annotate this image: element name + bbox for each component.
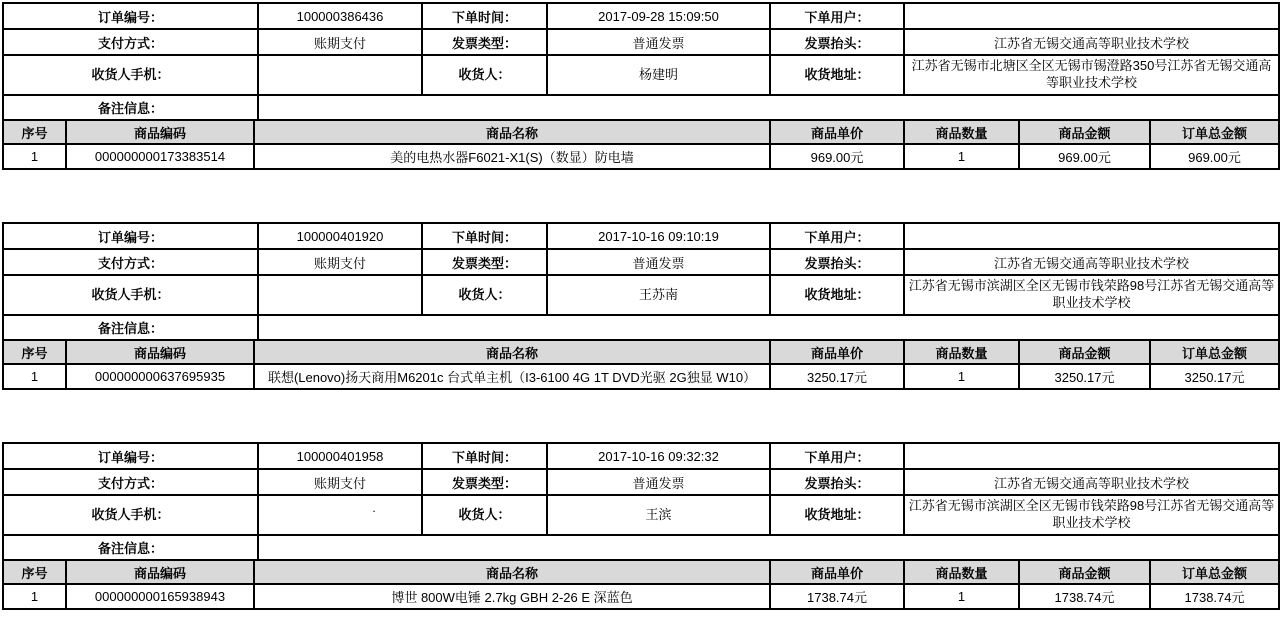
item-qty: 1	[904, 364, 1019, 389]
items-header-row	[3, 120, 1279, 144]
address-label: 收货地址：	[770, 495, 904, 535]
total-column-header: 订单总金额	[1150, 340, 1279, 364]
address-label: 收货地址：	[770, 55, 904, 95]
item-name: 联想(Lenovo)扬天商用M6201c 台式单主机（I3-6100 4G 1T DVD光驱 2G独显 W10）	[254, 364, 770, 389]
pay-method-value: 账期支付	[258, 469, 422, 495]
invoice-title-label: 发票抬头：	[770, 29, 904, 55]
receiver-mobile-value	[258, 495, 422, 535]
code-column-header: 商品编码	[66, 560, 254, 584]
pay-method-label: 支付方式：	[3, 29, 258, 55]
remark-value	[258, 535, 1279, 560]
order-info-row	[3, 3, 1279, 29]
pay-method-value: 账期支付	[258, 29, 422, 55]
name-column-header: 商品名称	[254, 120, 770, 144]
seq-column-header: 序号	[3, 560, 66, 584]
order-card	[2, 2, 1282, 170]
payment-info-row	[3, 249, 1279, 275]
invoice-type-value: 普通发票	[547, 249, 770, 275]
item-price: 1738.74元	[770, 584, 904, 609]
invoice-title-label: 发票抬头：	[770, 249, 904, 275]
invoice-title-value: 江苏省无锡交通高等职业技术学校	[904, 29, 1279, 55]
order-time-label: 下单时间：	[422, 3, 547, 29]
item-seq: 1	[3, 584, 66, 609]
order-user-value	[904, 223, 1279, 249]
item-row	[3, 584, 1279, 609]
order-time-value: 2017-10-16 09:32:32	[547, 443, 770, 469]
order-no-value: 100000386436	[258, 3, 422, 29]
item-price: 969.00元	[770, 144, 904, 169]
amount-column-header: 商品金额	[1019, 120, 1150, 144]
order-info-row	[3, 443, 1279, 469]
remark-value	[258, 315, 1279, 340]
item-price: 3250.17元	[770, 364, 904, 389]
item-total: 1738.74元	[1150, 584, 1279, 609]
receiver-info-row	[3, 495, 1279, 535]
qty-column-header: 商品数量	[904, 560, 1019, 584]
order-user-value	[904, 3, 1279, 29]
price-column-header: 商品单价	[770, 120, 904, 144]
seq-column-header: 序号	[3, 340, 66, 364]
order-info-table	[2, 442, 1280, 561]
total-column-header: 订单总金额	[1150, 120, 1279, 144]
order-info-table	[2, 2, 1280, 121]
order-no-label: 订单编号：	[3, 443, 258, 469]
invoice-title-value: 江苏省无锡交通高等职业技术学校	[904, 249, 1279, 275]
receiver-value: 杨建明	[547, 55, 770, 95]
price-column-header: 商品单价	[770, 340, 904, 364]
seq-column-header: 序号	[3, 120, 66, 144]
order-no-value: 100000401958	[258, 443, 422, 469]
receiver-value: 王苏南	[547, 275, 770, 315]
receiver-mobile-label: 收货人手机：	[3, 495, 258, 535]
item-row	[3, 364, 1279, 389]
price-column-header: 商品单价	[770, 560, 904, 584]
order-info-table	[2, 222, 1280, 341]
item-code: 000000000637695935	[66, 364, 254, 389]
item-amount: 1738.74元	[1019, 584, 1150, 609]
order-info-row	[3, 223, 1279, 249]
receiver-mobile-value	[258, 275, 422, 315]
pay-method-label: 支付方式：	[3, 469, 258, 495]
item-qty: 1	[904, 144, 1019, 169]
amount-column-header: 商品金额	[1019, 340, 1150, 364]
order-user-label: 下单用户：	[770, 443, 904, 469]
receiver-mobile-value	[258, 55, 422, 95]
order-card	[2, 222, 1282, 390]
invoice-title-value: 江苏省无锡交通高等职业技术学校	[904, 469, 1279, 495]
invoice-type-label: 发票类型：	[422, 469, 547, 495]
item-amount: 969.00元	[1019, 144, 1150, 169]
item-code: 000000000173383514	[66, 144, 254, 169]
item-code: 000000000165938943	[66, 584, 254, 609]
invoice-type-value: 普通发票	[547, 469, 770, 495]
item-seq: 1	[3, 364, 66, 389]
qty-column-header: 商品数量	[904, 120, 1019, 144]
remark-row	[3, 95, 1279, 120]
invoice-type-value: 普通发票	[547, 29, 770, 55]
qty-column-header: 商品数量	[904, 340, 1019, 364]
order-items-table	[2, 339, 1280, 390]
name-column-header: 商品名称	[254, 340, 770, 364]
receiver-label: 收货人：	[422, 275, 547, 315]
order-no-label: 订单编号：	[3, 3, 258, 29]
receiver-mobile-label: 收货人手机：	[3, 275, 258, 315]
receiver-value: 王滨	[547, 495, 770, 535]
items-header-row	[3, 340, 1279, 364]
address-value: 江苏省无锡市北塘区全区无锡市锡澄路350号江苏省无锡交通高等职业技术学校	[904, 55, 1279, 95]
remark-label: 备注信息：	[3, 535, 258, 560]
order-no-label: 订单编号：	[3, 223, 258, 249]
item-row	[3, 144, 1279, 169]
pay-method-value: 账期支付	[258, 249, 422, 275]
invoice-title-label: 发票抬头：	[770, 469, 904, 495]
pay-method-label: 支付方式：	[3, 249, 258, 275]
remark-label: 备注信息：	[3, 95, 258, 120]
receiver-label: 收货人：	[422, 55, 547, 95]
item-total: 3250.17元	[1150, 364, 1279, 389]
item-seq: 1	[3, 144, 66, 169]
name-column-header: 商品名称	[254, 560, 770, 584]
receiver-info-row	[3, 55, 1279, 95]
order-user-label: 下单用户：	[770, 3, 904, 29]
item-amount: 3250.17元	[1019, 364, 1150, 389]
invoice-type-label: 发票类型：	[422, 249, 547, 275]
item-total: 969.00元	[1150, 144, 1279, 169]
payment-info-row	[3, 29, 1279, 55]
payment-info-row	[3, 469, 1279, 495]
invoice-type-label: 发票类型：	[422, 29, 547, 55]
order-time-label: 下单时间：	[422, 443, 547, 469]
total-column-header: 订单总金额	[1150, 560, 1279, 584]
receiver-label: 收货人：	[422, 495, 547, 535]
remark-value	[258, 95, 1279, 120]
receiver-mobile-text: .	[372, 501, 376, 515]
address-value: 江苏省无锡市滨湖区全区无锡市钱荣路98号江苏省无锡交通高等职业技术学校	[904, 275, 1279, 315]
amount-column-header: 商品金额	[1019, 560, 1150, 584]
order-no-value: 100000401920	[258, 223, 422, 249]
code-column-header: 商品编码	[66, 120, 254, 144]
order-card	[2, 442, 1282, 610]
address-label: 收货地址：	[770, 275, 904, 315]
item-name: 美的电热水器F6021-X1(S)（数显）防电墙	[254, 144, 770, 169]
remark-label: 备注信息：	[3, 315, 258, 340]
order-user-value	[904, 443, 1279, 469]
order-items-table	[2, 119, 1280, 170]
remark-row	[3, 315, 1279, 340]
order-items-table	[2, 559, 1280, 610]
code-column-header: 商品编码	[66, 340, 254, 364]
item-name: 博世 800W电锤 2.7kg GBH 2-26 E 深蓝色	[254, 584, 770, 609]
order-time-value: 2017-09-28 15:09:50	[547, 3, 770, 29]
order-time-label: 下单时间：	[422, 223, 547, 249]
items-header-row	[3, 560, 1279, 584]
address-value: 江苏省无锡市滨湖区全区无锡市钱荣路98号江苏省无锡交通高等职业技术学校	[904, 495, 1279, 535]
remark-row	[3, 535, 1279, 560]
item-qty: 1	[904, 584, 1019, 609]
order-time-value: 2017-10-16 09:10:19	[547, 223, 770, 249]
receiver-mobile-label: 收货人手机：	[3, 55, 258, 95]
order-user-label: 下单用户：	[770, 223, 904, 249]
receiver-info-row	[3, 275, 1279, 315]
